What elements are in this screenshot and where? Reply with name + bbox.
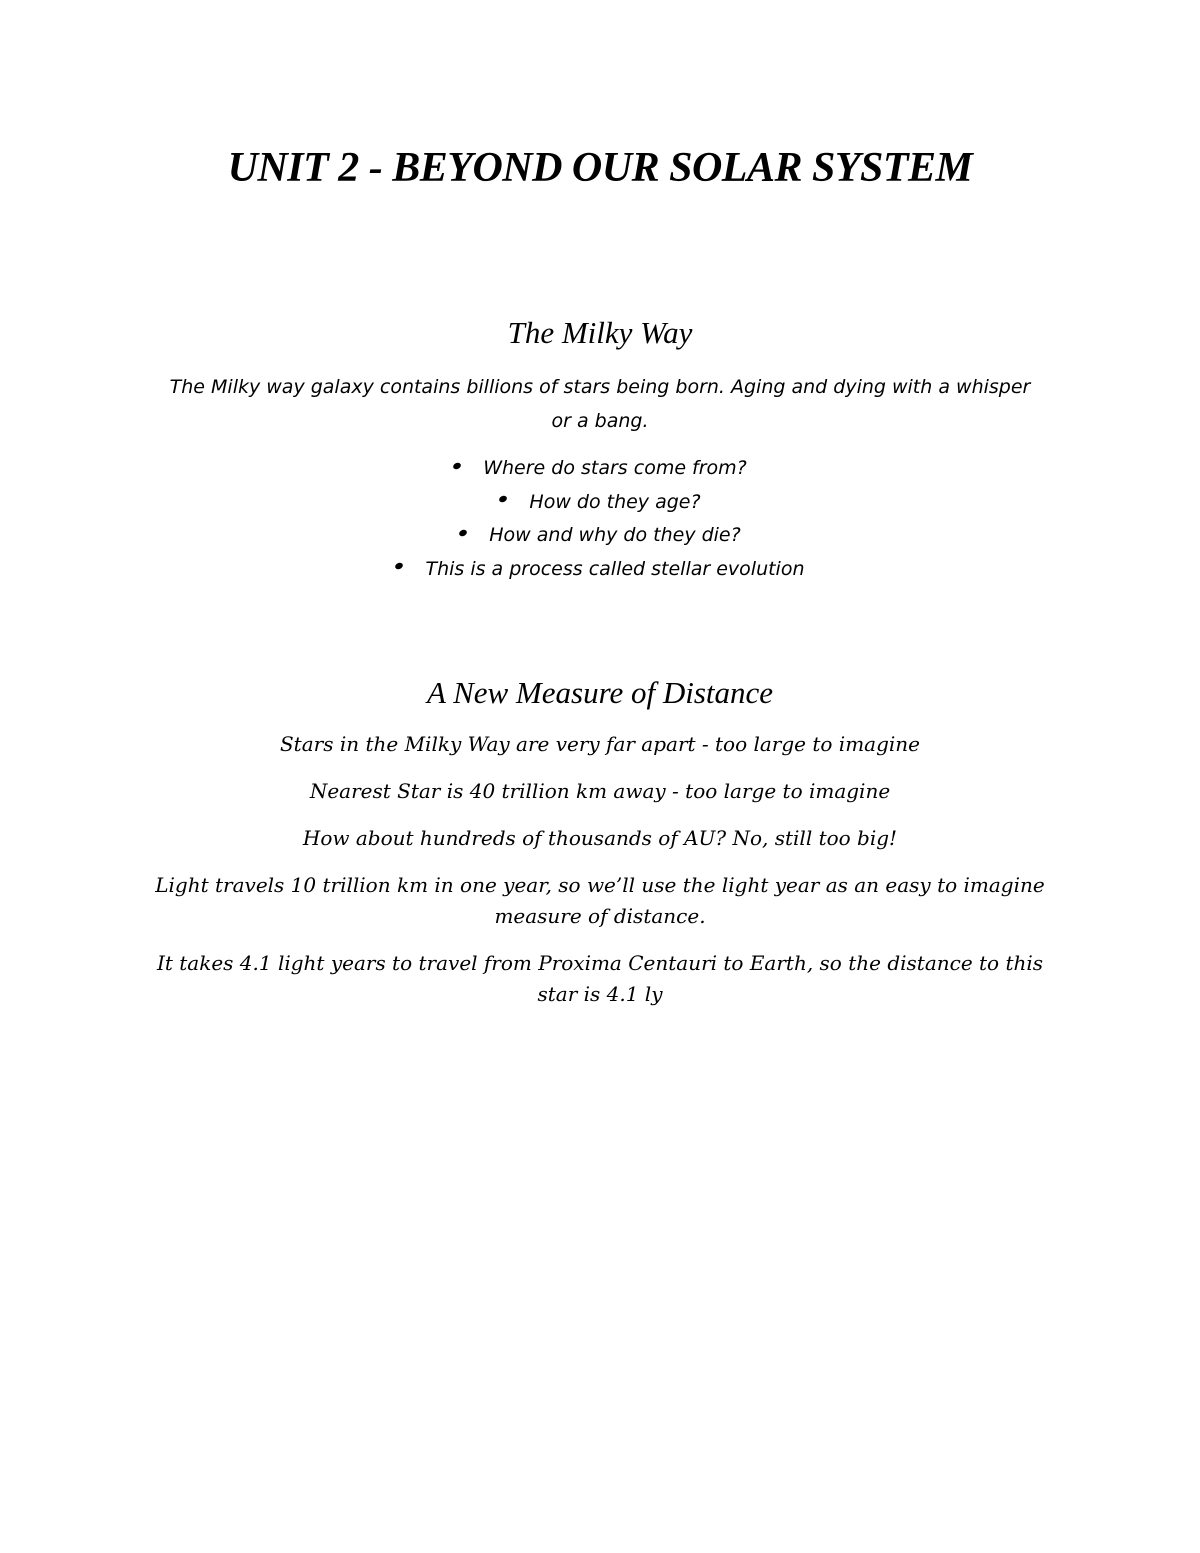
bullet-icon [458, 528, 468, 537]
distance-heading: A New Measure of Distance [426, 675, 774, 710]
list-item-text: How and why do they die? [489, 524, 741, 546]
list-item [0, 552, 1200, 586]
page-title: UNIT 2 - BEYOND OUR SOLAR SYSTEM [227, 145, 973, 191]
milky-way-intro: The Milky way galaxy contains billions of stars being born. Aging and dying with a whisper or a bang. [169, 376, 1031, 432]
bullet-icon [499, 495, 509, 504]
distance-paragraph: How about hundreds of thousands of AU? No, still too big! [302, 826, 898, 850]
distance-paragraph: Nearest Star is 40 trillion km away - too large to imagine [309, 779, 891, 803]
bullet-icon [395, 562, 405, 571]
list-item [0, 451, 1200, 485]
distance-paragraph: It takes 4.1 light years to travel from Proxima Centauri to Earth, so the distance to this star is 4.1 ly [156, 951, 1044, 1006]
list-item-text: Where do stars come from? [483, 457, 747, 479]
bullet-icon [452, 461, 462, 470]
list-item-text: How do they age? [529, 490, 701, 513]
distance-paragraph: Stars in the Milky Way are very far apart - too large to imagine [279, 732, 921, 756]
list-item-text: This is a process called stellar evolution [425, 557, 805, 580]
list-item [0, 485, 1200, 519]
distance-body [140, 729, 1060, 1026]
list-item [0, 518, 1200, 552]
distance-paragraph: Light travels 10 trillion km in one year, so we’ll use the light year as an easy to imagine measure of distance. [155, 873, 1045, 928]
milky-way-question-list [0, 451, 1200, 585]
milky-way-heading: The Milky Way [507, 315, 693, 350]
